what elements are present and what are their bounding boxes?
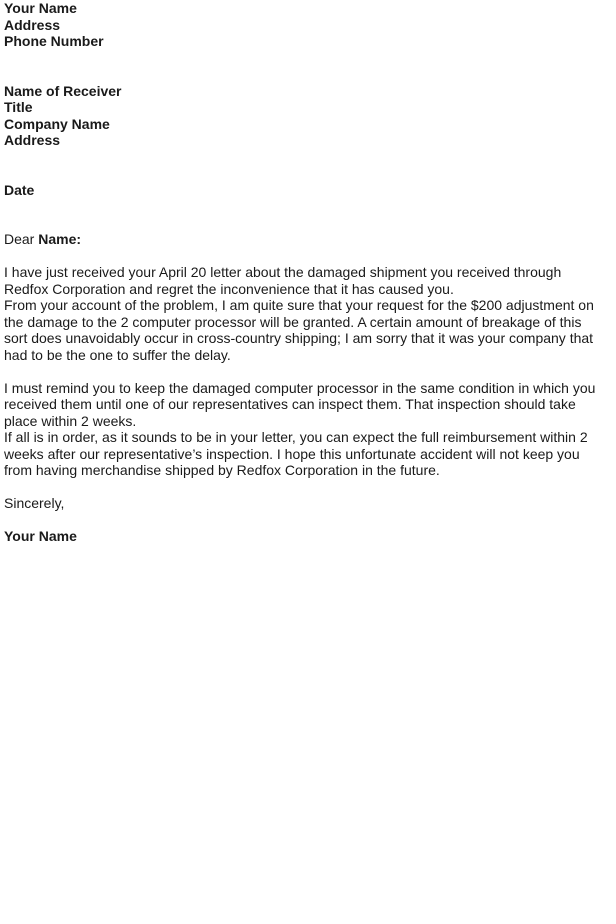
sender-block [4, 0, 614, 50]
receiver-name: Name of Receiver [4, 82, 122, 99]
sender-address: Address [4, 16, 61, 33]
body-paragraph-2 [4, 297, 614, 363]
body-paragraph-3 [4, 380, 614, 430]
paragraph-line: sort does unavoidably occur in cross-country shipping; I am sorry that it was your company that [4, 330, 594, 346]
body-paragraph-4 [4, 429, 614, 479]
body-paragraph-1 [4, 264, 614, 297]
paragraph-line: received them until one of our representatives can inspect them. That inspection should take [4, 396, 576, 412]
signature [4, 528, 614, 545]
letter-page [4, 0, 614, 545]
salutation-name: Name: [38, 231, 82, 247]
paragraph-line: I have just received your April 20 letter about the damaged shipment you received through [4, 264, 562, 280]
receiver-company: Company Name [4, 115, 110, 132]
letter-date: Date [4, 181, 35, 198]
salutation-greeting: Dear [4, 231, 39, 247]
paragraph-line: weeks after our representative’s inspection. I hope this unfortunate accident will not keep you [4, 445, 580, 462]
sender-phone: Phone Number [4, 33, 104, 49]
paragraph-line: place within 2 weeks. [4, 412, 137, 429]
closing [4, 495, 614, 512]
receiver-title: Title [4, 99, 33, 115]
paragraph-line: From your account of the problem, I am quite sure that your request for the $200 adjustment on [4, 297, 594, 313]
sender-name: Your Name [4, 0, 77, 16]
paragraph-line: If all is in order, as it sounds to be in your letter, you can expect the full reimbursement within 2 [4, 429, 588, 445]
paragraph-line: Redfox Corporation and regret the inconvenience that it has caused you. [4, 280, 454, 297]
paragraph-line: from having merchandise shipped by Redfox Corporation in the future. [4, 462, 440, 478]
salutation [4, 231, 614, 248]
paragraph-line: the damage to the 2 computer processor will be granted. A certain amount of breakage of this [4, 313, 582, 330]
receiver-block [4, 83, 614, 149]
salutation-line [4, 231, 614, 248]
signature-name: Your Name [4, 528, 77, 544]
closing-text: Sincerely, [4, 495, 65, 511]
date-line [4, 182, 614, 199]
receiver-address: Address [4, 132, 61, 148]
paragraph-line: I must remind you to keep the damaged computer processor in the same condition in which you [4, 379, 596, 396]
paragraph-line: had to be the one to suffer the delay. [4, 346, 231, 363]
